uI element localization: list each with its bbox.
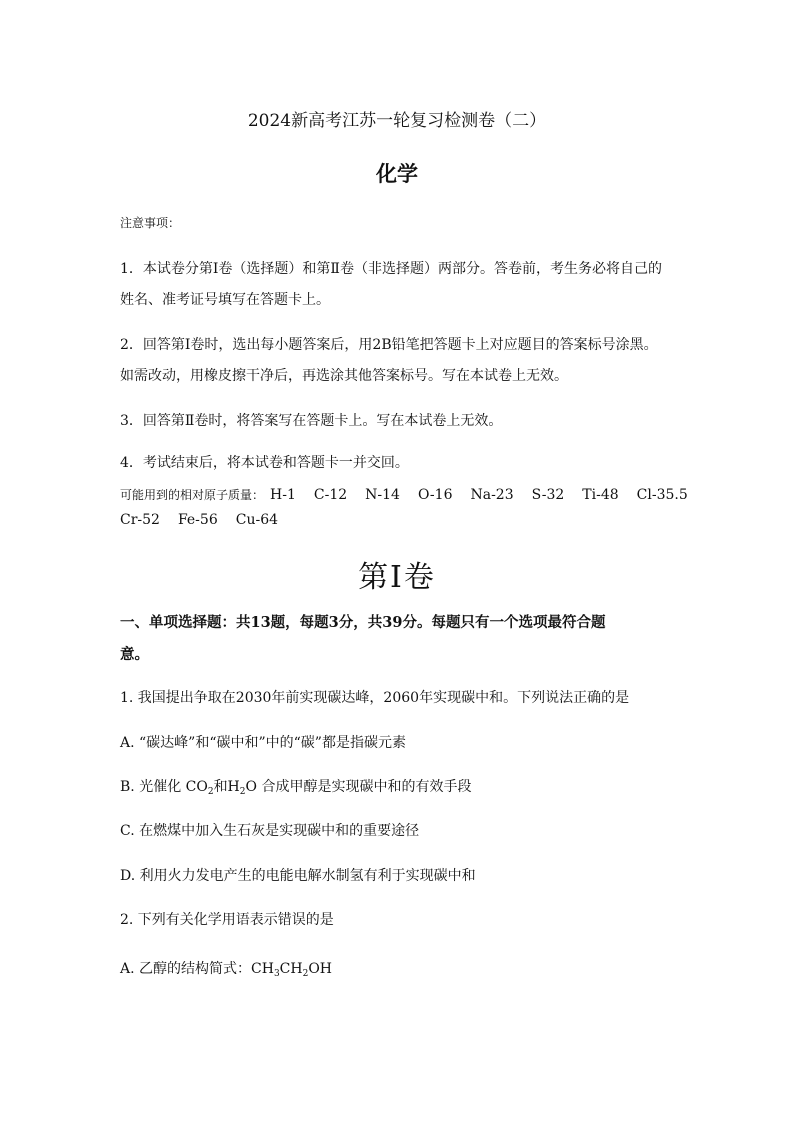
notice-item-3: 3．回答第Ⅱ卷时，将答案写在答题卡上。写在本试卷上无效。 [120, 413, 503, 429]
question-1-stem: 1. 我国提出争取在2030年前实现碳达峰，2060年实现碳中和。下列说法正确的是 [120, 690, 630, 706]
notice-item-2-line-1: 2．回答第Ⅰ卷时，选出每小题答案后，用2B铅笔把答题卡上对应题目的答案标号涂黑。 [120, 337, 658, 353]
atomic-masses-label: 可能用到的相对原子质量： [120, 488, 265, 502]
notice-item-2-line-2: 如需改动，用橡皮擦干净后，再选涂其他答案标号。写在本试卷上无效。 [120, 368, 568, 384]
question-1-option-b: B. 光催化 $CO_2$和$H_2O$ 合成甲醇是实现碳中和的有效手段 [120, 779, 472, 797]
section-heading-line-2: 意。 [120, 646, 149, 663]
atomic-mass: Fe-56 [177, 512, 218, 528]
atomic-mass: Cu-64 [235, 512, 279, 528]
atomic-mass: Cr-52 [120, 512, 160, 528]
notice-item-1-line-2: 姓名、准考证号填写在答题卡上。 [120, 292, 330, 308]
atomic-mass: S-32 [531, 487, 565, 503]
atomic-mass: O-16 [417, 487, 453, 503]
question-1-option-d: D. 利用火力发电产生的电能电解水制氢有利于实现碳中和 [120, 868, 476, 884]
atomic-masses-line-1 [120, 486, 688, 503]
atomic-mass: H-1 [270, 487, 296, 503]
subject-title: 化学 [376, 161, 418, 186]
section-heading-line-1: 一、单项选择题：共13题，每题3分，共39分。每题只有一个选项最符合题 [120, 614, 606, 631]
atomic-masses-line-2 [120, 512, 296, 528]
question-2-stem: 2. 下列有关化学用语表示错误的是 [120, 912, 334, 928]
notice-heading: 注意事项： [120, 216, 181, 230]
notice-item-1-line-1: 1．本试卷分第Ⅰ卷（选择题）和第Ⅱ卷（非选择题）两部分。答卷前，考生务必将自己的 [120, 261, 662, 277]
exam-title: 2024新高考江苏一轮复习检测卷（二） [247, 111, 547, 131]
question-1-option-a: A. “碳达峰”和“碳中和”中的“碳”都是指碳元素 [120, 735, 406, 751]
atomic-mass: Cl-35.5 [636, 487, 688, 503]
atomic-mass: Ti-48 [582, 487, 619, 503]
question-1-option-c: C. 在燃煤中加入生石灰是实现碳中和的重要途径 [120, 823, 420, 839]
atomic-mass: C-12 [313, 487, 348, 503]
atomic-mass: Na-23 [470, 487, 514, 503]
volume-title: 第Ⅰ卷 [358, 560, 436, 595]
notice-item-4: 4．考试结束后，将本试卷和答题卡一并交回。 [120, 455, 409, 471]
question-2-option-a: A. 乙醇的结构简式：$CH_3CH_2OH$ [120, 961, 333, 979]
atomic-mass: N-14 [365, 487, 400, 503]
